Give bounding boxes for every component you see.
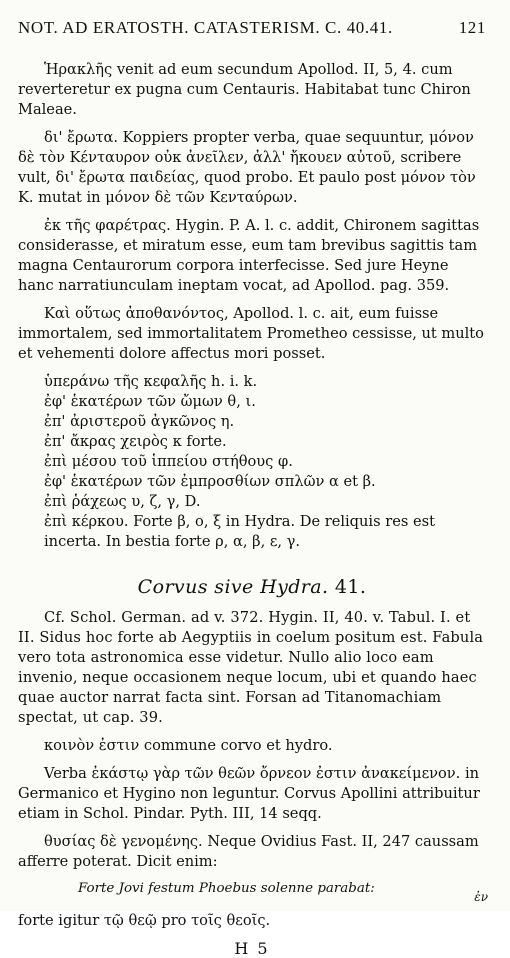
page-number: 121	[458, 18, 486, 37]
section-paragraph-4: θυσίας δὲ γενομένης. Neque Ovidius Fast. II, 247 caussam afferre poterat. Dicit enim:	[18, 833, 479, 870]
signature-mark: H 5	[234, 939, 270, 958]
star-list-item: ἐπ' ἀριστεροῦ ἀγκῶνος η.	[44, 413, 235, 430]
section-title-number: 41.	[334, 576, 367, 598]
star-list-item: ἐπὶ κέρκου. Forte β, ο, ξ in Hydra. De reliquis res est incerta. In bestia forte ρ, α, β, ε, γ.	[44, 513, 435, 550]
page-header	[18, 18, 486, 38]
section-paragraph-5: forte igitur τῷ θεῷ pro τοῖς θεοῖς.	[18, 912, 271, 930]
star-list-item: ὑπεράνω τῆς κεφαλῆς h. i. k.	[44, 373, 258, 390]
section-title-text: Corvus sive Hydra.	[137, 576, 329, 598]
star-list-item: ἐφ' ἑκατέρων τῶν ὤμων θ, ι.	[44, 393, 256, 410]
poetic-quote: Forte Jovi festum Phoebus solenne parabat:	[78, 881, 375, 896]
running-title: NOT. AD ERATOSTH. CATASTERISM. C. 40.41.	[18, 18, 393, 37]
section-paragraph-3: Verba ἐκάστῳ γὰρ τῶν θεῶν ὄρνεον ἐστιν ἀνακείμενον. in Germanico et Hygino non leguntur. Corvus Apollini attribuitur etiam in Schol. Pindar. Pyth. III, 14 seqq.	[18, 765, 480, 822]
paragraph-4: Καὶ οὕτως ἀποθανόντος, Apollod. l. c. ait, eum fuisse immortalem, sed immortalitatem Prometheo cessisse, ut multo et vehementi dolore affectus mori posset.	[18, 305, 484, 362]
star-list-item: ἐπ' ἄκρας χειρὸς κ forte.	[44, 433, 227, 450]
star-list-item: ἐφ' ἑκατέρων τῶν ἐμπροσθίων σπλῶν α et β.	[44, 473, 376, 490]
catchword: ἐν	[474, 890, 488, 904]
section-title	[18, 576, 486, 598]
star-list-item: ἐπὶ ῥάχεως υ, ζ, γ, D.	[44, 493, 201, 510]
star-list-item: ἐπὶ μέσου τοῦ ἱππείου στήθους φ.	[44, 453, 293, 470]
star-list	[44, 372, 486, 552]
paragraph-1: Ἡρακλῆς venit ad eum secundum Apollod. II, 5, 4. cum reverteretur ex pugna cum Centauris. Habitabat tunc Chiron Maleae.	[18, 61, 471, 118]
section-paragraph-1: Cf. Schol. German. ad v. 372. Hygin. II, 40. v. Tabul. I. et II. Sidus hoc forte ab Aegyptiis in coelum positum est. Fabula vero tota astronomica esse videtur. Nullo alio loco eam invenio, neque occasionem neque locum, ubi et quando haec quae auctor narrat facta sint. Forsan ad Titanomachiam spectat, ut cap. 39.	[18, 609, 484, 726]
paragraph-2: δι' ἔρωτα. Koppiers propter verba, quae sequuntur, μόνον δὲ τὸν Κένταυρον οὐκ ἀνεῖλεν, ἀλλ' ἤκουεν αὐτοῦ, scribere vult, δι' ἔρωτα παιδείας, quod probo. Et paulo post μόνον τὸν K. mutat in μόνον δὲ τῶν Κενταύρων.	[18, 129, 476, 206]
paragraph-3: ἐκ τῆς φαρέτρας. Hygin. P. A. l. c. addit, Chironem sagittas considerasse, et miratum esse, eum tam brevibus sagittis tam magna Centaurorum corpora interfecisse. Sed jure Heyne hanc narratiunculam ineptam vocat, ad Apollod. pag. 359.	[18, 217, 480, 294]
section-paragraph-2: κοινὸν ἐστιν commune corvo et hydro.	[44, 737, 333, 754]
